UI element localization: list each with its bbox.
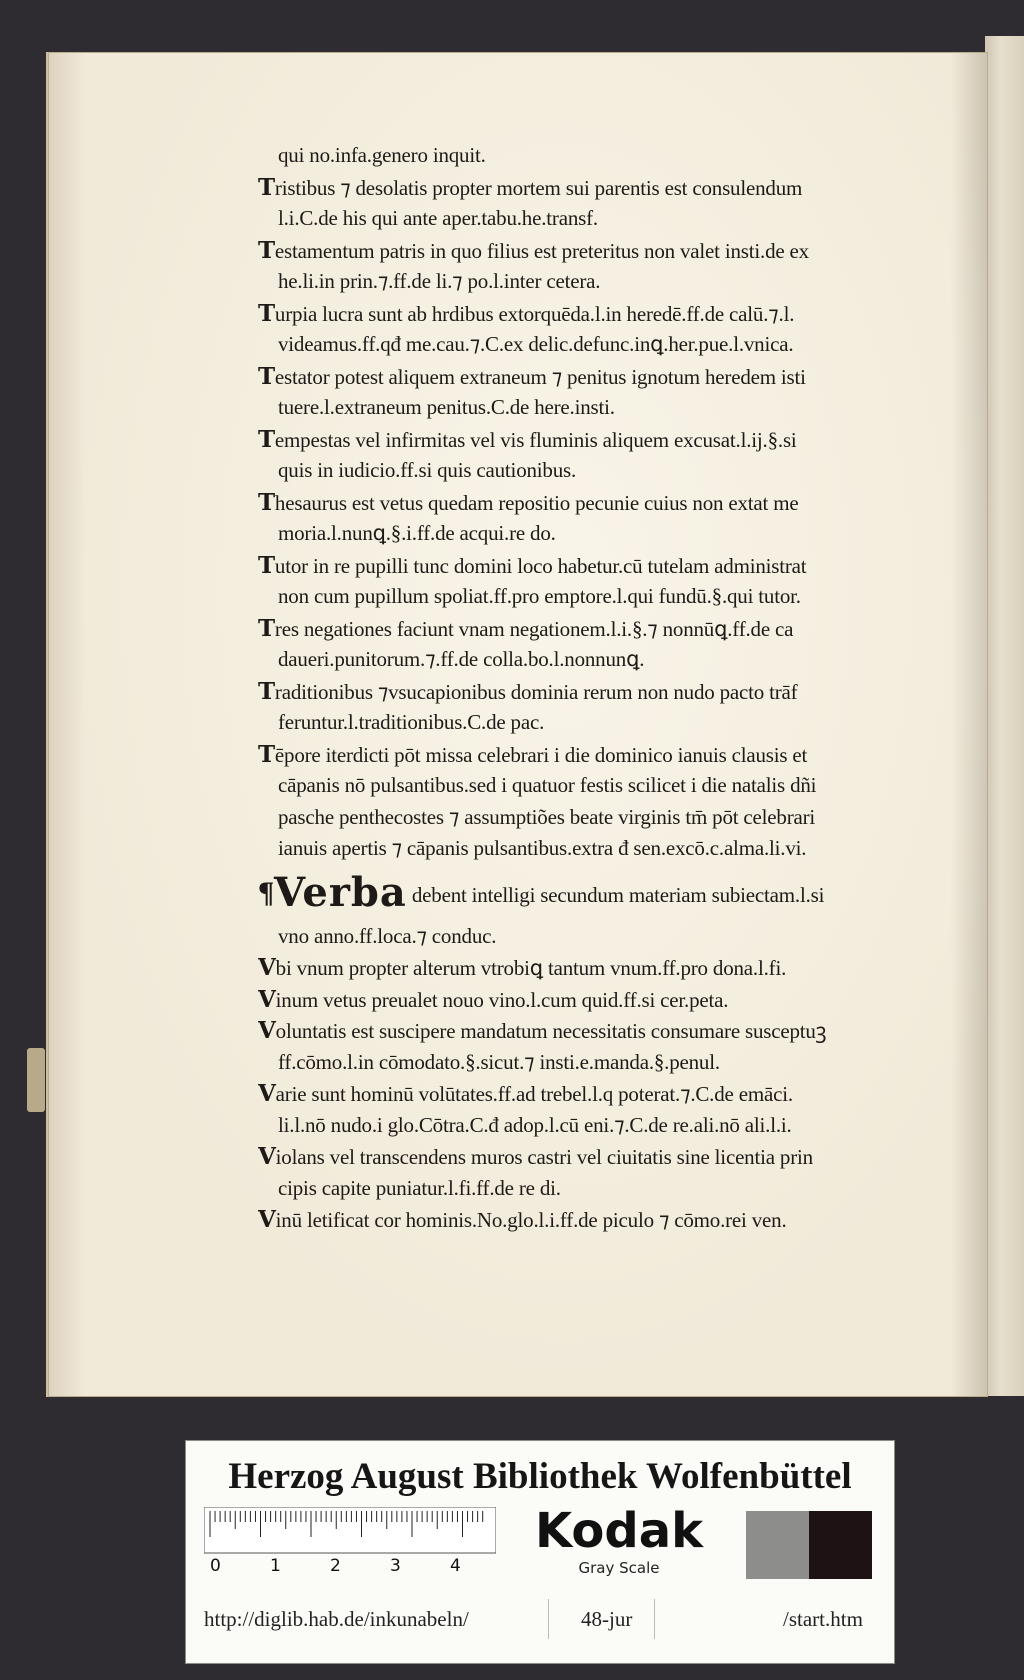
text-line bbox=[258, 707, 918, 739]
initial-letter: T bbox=[258, 677, 275, 705]
text-line bbox=[258, 1173, 918, 1205]
initial-letter: T bbox=[258, 236, 275, 264]
text-line bbox=[258, 235, 918, 267]
text-line bbox=[258, 739, 918, 771]
library-label-card bbox=[185, 1440, 895, 1664]
line-text: vno anno.ff.loca.⁊ conduc. bbox=[278, 923, 497, 948]
ruler-number: 2 bbox=[330, 1556, 341, 1576]
initial-letter: T bbox=[258, 299, 275, 327]
text-line bbox=[258, 392, 918, 424]
line-text: pasche penthecostes ⁊ assumptiões beate virginis tm̄ pōt celebrari bbox=[278, 804, 816, 829]
text-line bbox=[258, 1141, 918, 1173]
initial-letter: T bbox=[258, 614, 275, 642]
text-line bbox=[258, 984, 918, 1016]
text-line bbox=[258, 676, 918, 708]
page-tab-mark bbox=[27, 1048, 45, 1112]
ruler-number: 0 bbox=[210, 1556, 221, 1576]
line-text: iolans vel transcendens muros castri vel ciuitatis sine licentia prin bbox=[275, 1145, 813, 1169]
divider bbox=[548, 1599, 549, 1639]
line-text: ristibus ⁊ desolatis propter mortem sui parentis est consulendum bbox=[274, 175, 803, 200]
verba-heading-line bbox=[258, 865, 918, 921]
line-text: ēpore iterdicti pōt missa celebrari i die dominico ianuis clausis et bbox=[274, 742, 808, 767]
measurement-ruler bbox=[204, 1507, 496, 1577]
text-line bbox=[258, 1015, 918, 1047]
line-text: li.l.nō nudo.i glo.Cōtra.C.đ adop.l.cū eni.⁊.C.de re.ali.nō ali.l.i. bbox=[278, 1112, 792, 1137]
next-leaf-edge bbox=[985, 36, 1024, 1396]
line-text: hesaurus est vetus quedam repositio pecunie cuius non extat me bbox=[274, 490, 799, 515]
line-text: estamentum patris in quo filius est preteritus non valet insti.de ex bbox=[274, 238, 809, 263]
divider bbox=[654, 1599, 655, 1639]
gray-scale-caption: Gray Scale bbox=[578, 1559, 660, 1577]
text-line bbox=[258, 140, 918, 172]
line-text: bi vnum propter alterum vtrobiꝗ tantum vnum.ff.pro dona.l.fi. bbox=[275, 956, 787, 980]
text-line bbox=[258, 833, 918, 865]
ruler-number: 4 bbox=[450, 1556, 461, 1576]
initial-letter: T bbox=[258, 740, 275, 768]
line-text: utor in re pupilli tunc domini loco habetur.cū tutelam administrat bbox=[274, 553, 807, 578]
incunabula-text bbox=[258, 140, 918, 1236]
text-line bbox=[258, 1047, 918, 1079]
line-text: res negationes faciunt vnam negationem.l.i.§.⁊ nonnūꝗ.ff.de ca bbox=[274, 616, 794, 641]
line-text: videamus.ff.qđ me.cau.⁊.C.ex delic.defunc.inꝗ.her.pue.l.vnica. bbox=[278, 332, 794, 356]
initial-letter: T bbox=[258, 551, 275, 579]
text-line bbox=[258, 424, 918, 456]
text-line bbox=[258, 298, 918, 330]
line-text: qui no.infa.genero inquit. bbox=[278, 143, 486, 167]
line-text: quis in iudicio.ff.si quis cautionibus. bbox=[278, 458, 577, 482]
line-text: inum vetus preualet nouo vino.l.cum quid.ff.si cer.peta. bbox=[275, 987, 729, 1012]
archive-url: http://diglib.hab.de/inkunabeln/ bbox=[204, 1607, 469, 1631]
text-line bbox=[258, 266, 918, 298]
text-line bbox=[258, 1110, 918, 1142]
initial-letter: T bbox=[258, 425, 275, 453]
line-text: estator potest aliquem extraneum ⁊ penitus ignotum heredem isti bbox=[274, 364, 806, 389]
text-line bbox=[258, 921, 918, 953]
text-line bbox=[258, 770, 918, 802]
text-line bbox=[258, 1078, 918, 1110]
text-line bbox=[258, 613, 918, 645]
line-text: ff.cōmo.l.in cōmodato.§.sicut.⁊ insti.e.manda.§.penul. bbox=[278, 1049, 720, 1074]
library-name: Herzog August Bibliothek Wolfenbüttel bbox=[228, 1456, 852, 1497]
initial-letter: V bbox=[258, 1017, 276, 1044]
initial-letter: V bbox=[258, 1206, 276, 1233]
verba-large-initial: Verba bbox=[274, 868, 407, 916]
line-text: ianuis apertis ⁊ cāpanis pulsantibus.extra đ sen.excō.c.alma.li.vi. bbox=[278, 836, 807, 860]
shelf-id: 48-jur bbox=[581, 1607, 633, 1631]
text-line bbox=[258, 550, 918, 582]
initial-letter: T bbox=[258, 362, 275, 390]
line-text: feruntur.l.traditionibus.C.de pac. bbox=[278, 710, 545, 734]
text-line bbox=[258, 329, 918, 361]
line-text: empestas vel infirmitas vel vis fluminis aliquem excusat.l.ij.§.si bbox=[274, 427, 797, 452]
gray-swatch bbox=[746, 1511, 809, 1579]
line-text: moria.l.nunꝗ.§.i.ff.de acqui.re do. bbox=[278, 521, 556, 545]
initial-letter: V bbox=[258, 954, 276, 981]
kodak-logo: Kodak bbox=[535, 1503, 703, 1559]
line-text: arie sunt hominū volūtates.ff.ad trebel.l.q poterat.⁊.C.de emāci. bbox=[275, 1082, 793, 1106]
text-line bbox=[258, 802, 918, 834]
line-text: daueri.punitorum.⁊.ff.de colla.bo.l.nonnunꝗ. bbox=[278, 647, 645, 671]
text-line bbox=[258, 1204, 918, 1236]
line-text: raditionibus ⁊vsucapionibus dominia rerum non nudo pacto trāf bbox=[274, 679, 798, 704]
text-line bbox=[258, 487, 918, 519]
line-text: debent intelligi secundum materiam subiectam.l.si bbox=[406, 882, 825, 907]
line-text: urpia lucra sunt ab hrdibus extorquēda.l.in heredē.ff.de calū.⁊.l. bbox=[274, 301, 795, 326]
text-line bbox=[258, 518, 918, 550]
line-text: he.li.in prin.⁊.ff.de li.⁊ po.l.inter cetera. bbox=[278, 269, 601, 293]
ruler-number: 1 bbox=[270, 1556, 281, 1576]
initial-letter: T bbox=[258, 173, 275, 201]
text-line bbox=[258, 581, 918, 613]
text-line bbox=[258, 644, 918, 676]
initial-letter: V bbox=[258, 1143, 276, 1170]
line-text: cāpanis nō pulsantibus.sed i quatuor festis scilicet i die natalis dñi bbox=[278, 773, 817, 797]
line-text: oluntatis est suscipere mandatum necessitatis consumare susceptuꝫ bbox=[275, 1019, 827, 1043]
text-line bbox=[258, 361, 918, 393]
text-line bbox=[258, 203, 918, 235]
kodak-gray-scale bbox=[508, 1503, 730, 1577]
text-line bbox=[258, 455, 918, 487]
start-path: /start.htm bbox=[783, 1607, 863, 1631]
initial-letter: V bbox=[258, 1080, 276, 1107]
pilcrow-mark: ¶ bbox=[258, 875, 275, 909]
initial-letter: V bbox=[258, 985, 276, 1013]
line-text: l.i.C.de his qui ante aper.tabu.he.transf. bbox=[278, 206, 598, 230]
line-text: inū letificat cor hominis.No.glo.l.i.ff.de piculo ⁊ cōmo.rei ven. bbox=[275, 1208, 787, 1232]
text-line bbox=[258, 952, 918, 984]
ruler-number: 3 bbox=[390, 1556, 401, 1576]
line-text: non cum pupillum spoliat.ff.pro emptore.l.qui fundū.§.qui tutor. bbox=[278, 584, 801, 608]
text-line bbox=[258, 172, 918, 204]
line-text: tuere.l.extraneum penitus.C.de here.insti. bbox=[278, 395, 615, 419]
dark-swatch bbox=[809, 1511, 872, 1579]
initial-letter: T bbox=[258, 488, 275, 516]
line-text: cipis capite puniatur.l.fi.ff.de re di. bbox=[278, 1175, 561, 1200]
